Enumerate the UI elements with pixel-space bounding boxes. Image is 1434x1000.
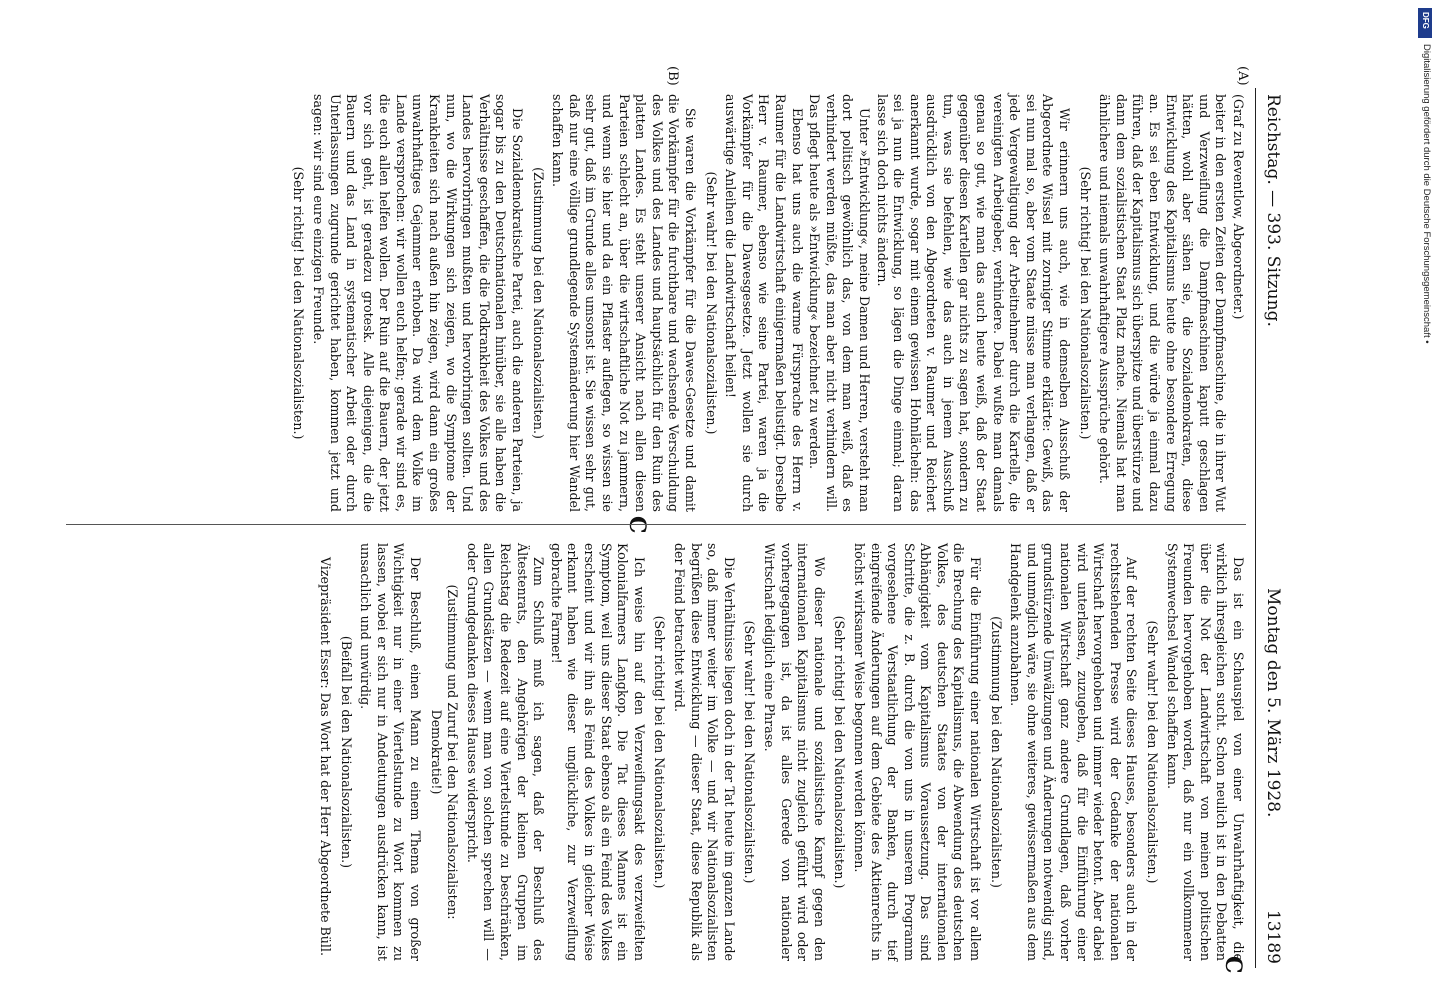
paragraph: Unter »Entwicklung«, meine Damen und Herren, versteht man dort politisch gewöhnlich das, von dem man weiß, daß es verhindert werden müßte, das man aber nicht verhindern will. Das pflegt heute als »Entwicklung« bezeichnet zu werden. [807,94,872,512]
interjection: (Sehr wahr! bei den Nationalsozialisten.) [742,620,758,884]
paragraph: Wo dieser nationale und sozialistische Kampf gegen den internationalen Kapitalismus nicht zugleich geführt wird oder vorhergegangen ist, da ist alles Gerede von nationaler Wirtschaft lediglich eine Phrase. [761,543,827,961]
paragraph: beiter in den ersten Zeiten der Dampfmaschine, die in ihrer Wut und Verzweiflung die Dampfmaschinen kaputt geschlagen hätten, wohl aber sähen sie, die Sozialdemokraten, diese Entwicklung des Kapitalismus heute ohne besondere Erregung an. Es sei eben Entwicklung, und die würde ja einmal dazu führen, daß der Kapitalismus sich überspitze und überstürze und dann dem sozialistischen Staat Platz mache. Niemals hat man ähnlichere und niemals unwahrhaftigere Aussprüche gehört. [1097,94,1229,512]
paragraph: Für die Einführung einer nationalen Wirtschaft ist vor allem die Brechung des Kapitalismus, die Abwendung des deutschen Volkes, des deutschen Staates von der internationalen Abhängigkeit vom Kapitalismus Voraussetzung. Das sind Schritte, die z. B. durch die von uns in unserem Programm vorgesehene Verstaatlichung der Banken, durch tief eingreifende Änderungen auf dem Gebiete des Aktienrechts in höchst wirksamer Weise begonnen werden können. [851,543,984,961]
paragraph: Auf der rechten Seite dieses Hauses, besonders auch in der rechtsstehenden Presse wird der Gedanke der nationalen Wirtschaft hervorgehoben und immer wieder betont. Aber dabei wird unterlassen, zuzugeben, daß für die Einführung einer nationalen Wirtschaft ganz andere Grundlagen, daß vorher grundstürzende Umwälzungen und Änderungen notwendig sind, und unmöglich wäre, sie ohne weiteres, gewissermaßen aus dem Handgelenk anzubahnen. [1008,543,1140,961]
margin-marker-c: C [1220,956,1246,974]
digitization-credit [1418,4,1434,996]
paragraph: Vizepräsident Esser: Das Wort hat der Herr Abgeordnete Büll. [318,557,334,956]
page-number: 13189 [1263,909,1283,964]
paragraph: Wir erinnern uns auch, wie in demselben Ausschuß der Abgeordnete Wissel mit zorniger Stimme erklärte: Gewiß, das sei nun mal so, aber vom Staate müsse man verlangen, daß er jede Vergewaltigung der Arbeitnehmer durch die Kartelle, die vereinigten Arbeitgeber, verhindere. Dabei wußte man damals genau so gut, wie man das auch heute weiß, daß der Staat gegenüber diesen Kartellen gar nichts zu sagen hat, sondern zu tun, was sie befehlen, wie das auch in jenem Ausschuß ausdrücklich von den Abgeordneten v. Raumer und Reichert anerkannt wurde, sogar mit einem gewissen Hohnlächeln: das sei ja nun die Entwicklung, so lägen die Dinge einmal; daran lasse sich doch nichts ändern. [874,94,1073,512]
paragraph: Ebenso hat uns auch die warme Fürsprache des Herrn v. Raumer für die Landwirtschaft einigermaßen belustigt. Derselbe Herr v. Raumer, ebenso wie seine Partei, waren ja die Vorkämpfer für die Dawesgesetze. Jetzt wollen sie durch auswärtige Anleihen die Landwirtschaft heilen! [723,94,805,512]
margin-marker-a: (A) [1235,66,1250,86]
interjection: (Zustimmung bei den Nationalsozialisten.) [988,616,1004,888]
interjection: (Sehr richtig! bei den Nationalsozialisten.) [291,166,307,440]
interjection: (Sehr richtig! bei den Nationalsozialisten.) [1077,166,1093,440]
paragraph: Die Verhältnisse liegen doch in der Tat heute im ganzen Lande so, daß immer weiter im Volke — und wir Nationalsozialisten begrüßen diese Entwicklung — dieser Staat, diese Republik als der Feind betrachtet wird. [672,543,737,961]
left-column [286,94,1246,512]
paragraph: Sie waren die Vorkämpfer für die Dawes-Gesetze und damit die Vorkämpfer für die furchtbare und wachsende Verschuldung des Volkes und des Landes und hauptsächlich für den Ruin des platten Landes. Es steht unserer Ansicht nach allen diesen Parteien schlecht an, über die wirtschaftliche Not zu jammern, und wenn sie hier und da ein Pflaster auflegen, so wissen sie sehr gut, daß im Grunde alles umsonst ist. Sie wissen sehr gut, daß nur eine völlige grundlegende Systemänderung hier Wandel schaffen kann. [550,94,698,512]
column-divider [66,524,1246,525]
margin-marker-b: (B) [665,66,680,86]
paragraph: Zum Schluß muß ich sagen, daß der Beschluß des Ältestenrats, den Angehörigen der kleinen Gruppen im Reichstag die Redezeit auf eine Viertelstunde zu beschränken, allen Grundsätzen — wenn man von solchen sprechen will — oder Grundgedanken dieses Hauses widerspricht. [464,543,547,961]
interjection: (Sehr wahr! bei den Nationalsozialisten.) [1145,620,1161,884]
credit-text: Digitalisierung gefördert durch die Deutsche Forschungsgemeinschaft • [1421,44,1432,344]
interjection: (Zustimmung bei den Nationalsozialisten.) [530,167,546,439]
interjection: (Zustimmung und Zuruf bei den Nationalsozialisten: Demokratie!) [428,584,461,920]
header-session: Reichstag. — 393. Sitzung. [1263,94,1283,327]
paragraph: Ich weise hin auf den Verzweiflungsakt des verzweifelten Kolonialfarmers Langkop. Die Tat dieses Mannes ist ein Symptom, weil uns dieser Staat ebenso als ein Feind des Volkes erscheint und wir ihn als Feind des Volkes in gleicher Weise erkannt haben wie dieser unglückliche, zur Verzweiflung gebrachte Farmer! [548,543,647,961]
margin-marker-c-mid: C [624,516,650,534]
interjection: (Sehr richtig! bei den Nationalsozialisten.) [652,615,668,889]
paragraph: Die Sozialdemokratische Partei, auch die anderen Parteien, ja sogar bis zu den Deutschnationalen hinüber, sie alle haben die Verhältnisse geschaffen, die die Todkrankheit des Volkes und des Landes hervorbringen mußten und hervorbringen sollten. Und nun, wo die Wirkungen sich zeigen, wo die Symptome der Krankheiten sich nach außen hin zeigen, wird dann ein großes unwahrhaftiges Gejammer erhoben. Da wird dem Volke im Lande versprochen: wir wollen euch helfen; gerade wir sind es, die euch allen helfen wollen. Der Ruin auf die Bauern, der jetzt vor sich geht, ist geradezu grotesk. Alle diejenigen, die die Bauern und das Land in systematischer Arbeit oder durch Unterlassungen zugrunde gerichtet haben, kommen jetzt und sagen: wir sind eure einzigen Freunde. [310,94,526,512]
header-date: Montag den 5. März 1928. [1263,588,1283,818]
speaker-line: (Graf zu Reventlow, Abgeordneter.) [1231,94,1246,320]
dfg-logo: DFG [1418,8,1432,38]
interjection: (Sehr richtig! bei den Nationalsozialisten.) [832,615,848,889]
document-page [50,66,1290,974]
paragraph: Das ist ein Schauspiel von einer Unwahrhaftigkeit, die wirklich ihresgleichen sucht. Schon neulich ist in den Debatten über die Not der Landwirtschaft von meinen politischen Freunden hervorgehoben worden, daß nur ein vollkommener Systemwechsel Wandel schaffen kann. [1164,543,1246,961]
interjection: (Sehr wahr! bei den Nationalsozialisten.) [703,171,719,435]
right-column [316,543,1246,961]
page-header [1255,88,1290,968]
interjection: (Beifall bei den Nationalsozialisten.) [338,635,354,869]
paragraph: Der Beschluß, einen Mann zu einem Thema von großer Wichtigkeit nur in einer Viertelstunde zu Wort kommen zu lassen, wobei er sich nur in Andeutungen ausdrücken kann, ist unsachlich und unwürdig. [358,543,424,961]
